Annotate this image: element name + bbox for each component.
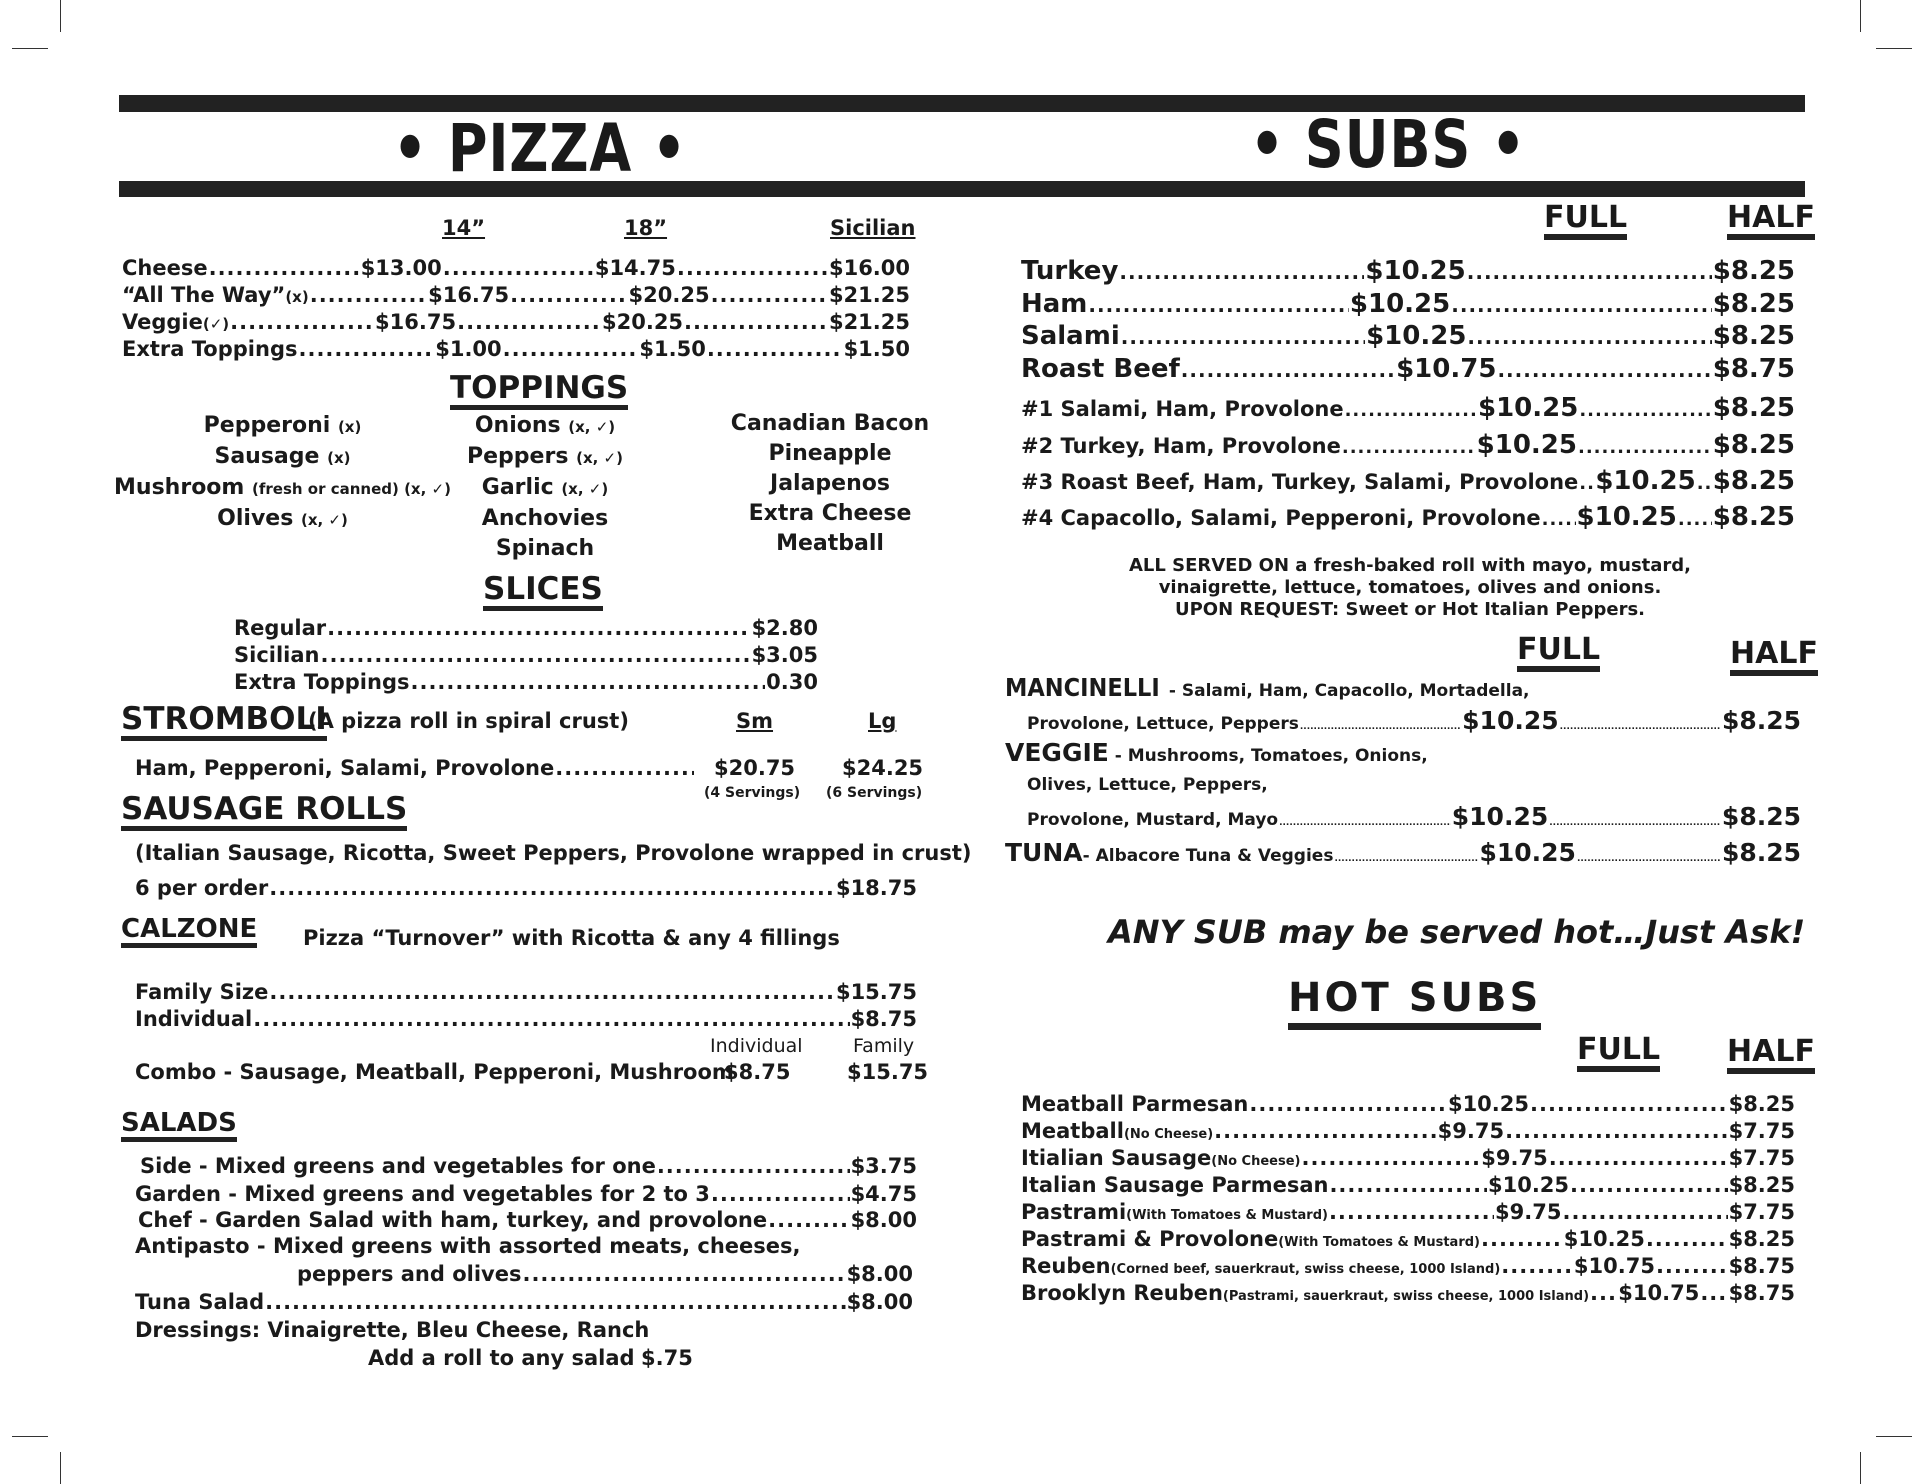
hot-sub-note: (Pastrami, sauerkraut, swiss cheese, 1000 Island) [1222,1289,1590,1304]
stromboli-sm-price: $20.75 [714,756,796,780]
hot-subs-title-underline [1288,1023,1541,1030]
dot-leader [327,616,750,640]
stromboli-sm-header: Sm [736,709,774,733]
antipasto-row [297,1262,913,1286]
combo-sub-name: #1 Salami, Ham, Provolone [1021,397,1344,421]
sub-half-price: $8.25 [1712,256,1796,286]
topping-note: (x) [327,449,351,467]
hot-sub-full-price: $9.75 [1437,1119,1505,1143]
dot-leader [1570,1173,1728,1197]
calzone-price: $15.75 [835,980,917,1004]
dot-leader [1301,1146,1480,1170]
veggie-half-price: $8.25 [1721,802,1801,831]
sub-row [1021,354,1795,384]
veggie-desc-2: Olives, Lettuce, Peppers, [1027,775,1268,795]
combo-sub-half-price: $8.25 [1712,466,1795,496]
tuna-sub-row [1005,838,1801,867]
sub-half-price: $8.75 [1712,354,1795,384]
topping-item [440,534,650,564]
antipasto-line-1: Antipasto - Mixed greens with assorted meats, cheeses, [135,1234,801,1258]
salad-row [140,1154,917,1178]
price-18: $1.50 [639,337,706,361]
dot-leader [1342,437,1476,458]
sub-half-price: $8.25 [1712,321,1796,351]
combo-sub-row [1021,430,1795,460]
combo-sub-full-price: $10.25 [1478,393,1579,423]
pizza-row [122,283,910,307]
veggie-title-line [1005,738,1428,767]
slice-row [234,643,818,667]
topping-note: (x, ✓) [576,449,623,467]
sub-name: Ham [1021,289,1088,319]
dot-leader [253,1007,849,1031]
hot-sub-name: Meatball [1021,1119,1124,1143]
dot-leader [1678,509,1712,530]
hot-sub-name: Meatball Parmesan [1021,1092,1249,1116]
hot-sub-half-price: $7.75 [1728,1200,1796,1224]
antipasto-line-2: peppers and olives [297,1262,522,1286]
tuna-sub-name: TUNA [1005,838,1083,867]
combo-individual-header: Individual [710,1035,803,1057]
calzone-description: Pizza “Turnover” with Ricotta & any 4 fillings [303,926,840,950]
hot-sub-half-price: $7.75 [1728,1146,1795,1170]
crop-mark [1860,0,1861,32]
dot-leader [1542,509,1576,530]
price-18: $14.75 [594,256,676,280]
sub-full-price: $10.25 [1365,256,1466,286]
served-line-3: UPON REQUEST: Sweet or Hot Italian Peppers. [1174,599,1646,620]
toppings-title: TOPPINGS [450,372,628,410]
dot-leader [677,256,828,280]
price-18: $20.25 [628,283,710,307]
topping-name: Spinach [495,536,595,561]
dot-leader [1451,293,1712,317]
dot-leader [657,1154,850,1178]
hot-sub-note: (Corned beef, sauerkraut, swiss cheese, 1000 Island) [1110,1262,1501,1277]
slice-name: Extra Toppings [234,670,410,694]
hot-subs-title [1288,975,1541,1030]
dot-leader [298,337,434,361]
dot-leader [443,256,594,280]
subs-title: • SUBS • [1249,106,1527,183]
dot-leader [1501,1254,1573,1278]
dressings-line: Dressings: Vinaigrette, Bleu Cheese, Ranch [135,1318,650,1342]
tuna-salad-name: Tuna Salad [135,1290,265,1314]
topping-item [440,411,650,442]
roll-price: $.75 [641,1346,693,1370]
size-header-14: 14” [442,216,486,240]
dot-leader [503,337,639,361]
hot-sub-name: Italian Sausage Parmesan [1021,1173,1329,1197]
topping-item: Pineapple [768,441,892,466]
pizza-item-name: “All The Way” [122,283,286,307]
served-line-2: vinaigrette, lettuce, tomatoes, olives and onions. [1158,577,1662,598]
topping-item [440,473,650,504]
roll-note: Add a roll to any salad [368,1346,635,1370]
dot-leader [1549,1146,1728,1170]
hot-sub-name: Brooklyn Reuben [1021,1281,1223,1305]
topping-name: Mushroom [114,475,253,500]
salads-title: SALADS [121,1110,237,1142]
topping-item [110,473,455,504]
salad-row [135,1182,917,1206]
hot-sub-row [1021,1119,1795,1143]
combo-sub-name: #3 Roast Beef, Ham, Turkey, Salami, Provolone [1021,470,1579,494]
crop-mark [1860,1452,1861,1484]
crop-mark [60,0,61,32]
tuna-sub-half-price: $8.25 [1721,838,1802,867]
dot-leader [1656,1254,1728,1278]
topping-item [440,504,650,534]
price-14: $1.00 [435,337,502,361]
sausage-rolls-item: 6 per order [135,876,269,900]
price-14: $16.75 [375,310,457,334]
dot-leader [1088,293,1349,317]
combo-individual-price: $8.75 [724,1060,791,1084]
calzone-title: CALZONE [121,916,257,948]
sub-full-price: $10.25 [1349,289,1451,319]
veggie-desc-3: Provolone, Mustard, Mayo [1027,810,1279,830]
subs-half-header: HALF [1727,202,1815,240]
pizza-item-name: Extra Toppings [122,337,298,361]
hot-sub-note: (With Tomatoes & Mustard) [1278,1235,1480,1250]
specialty-full-header: FULL [1517,634,1600,672]
hot-sub-half-price: $8.25 [1728,1092,1796,1116]
dot-leader [768,1208,849,1232]
topping-note: (fresh or canned) (x, ✓) [252,480,451,498]
tuna-salad-row [135,1290,913,1314]
dot-leader [209,256,360,280]
topping-item: Jalapenos [770,471,890,496]
stromboli-lg-price: $24.25 [842,756,924,780]
topping-item: Canadian Bacon [730,411,930,436]
hot-sub-row [1021,1281,1795,1305]
salad-name: Chef - Garden Salad with ham, turkey, and provolone [138,1208,768,1232]
toppings-column-1 [110,411,455,535]
antipasto-price: $8.00 [846,1262,913,1286]
sub-name: Turkey [1021,256,1119,286]
sausage-rolls-description: (Italian Sausage, Ricotta, Sweet Peppers, Provolone wrapped in crust) [135,841,972,865]
mancinelli-desc-2: Provolone, Lettuce, Peppers [1027,714,1299,734]
stromboli-item-name: Ham, Pepperoni, Salami, Provolone [135,756,555,780]
sub-half-price: $8.25 [1712,289,1795,319]
calzone-row [135,1007,917,1031]
hot-subs-full-header: FULL [1577,1034,1660,1072]
hot-sub-full-price: $10.75 [1618,1281,1700,1305]
combo-sub-name: #2 Turkey, Ham, Provolone [1021,434,1341,458]
specialty-half-header: HALF [1730,638,1818,676]
hot-sub-row [1021,1092,1795,1116]
slice-price: 0.30 [766,670,818,694]
sub-row [1021,289,1795,319]
hot-sub-note: (With Tomatoes & Mustard) [1126,1208,1328,1223]
served-note [1060,555,1760,621]
topping-note: (x, ✓) [561,480,609,498]
pizza-item-name: Veggie [122,310,203,334]
dot-leader [1467,325,1711,349]
mancinelli-name: MANCINELLI [1005,673,1160,702]
crop-mark [1876,48,1912,49]
dot-leader [1530,1092,1728,1116]
hot-sub-name: Pastrami & Provolone [1021,1227,1279,1251]
hot-sub-full-price: $9.75 [1481,1146,1548,1170]
topping-note: (x, ✓) [300,511,348,529]
sub-full-price: $10.75 [1396,354,1497,384]
hot-sub-note: (No Cheese) [1211,1154,1301,1169]
dot-leader [1481,1227,1563,1251]
dot-leader [1467,260,1712,284]
stromboli-sm-servings: (4 Servings) [704,785,801,801]
combo-sub-full-price: $10.25 [1576,502,1677,532]
topping-name: Sausage [214,444,328,469]
combo-sub-name: #4 Capacollo, Salami, Pepperoni, Provolone [1021,506,1541,530]
topping-item: Extra Cheese [748,501,912,526]
hot-sub-full-price: $10.25 [1447,1092,1529,1116]
hot-sub-row [1021,1227,1795,1251]
price-14: $13.00 [360,256,442,280]
tuna-salad-price: $8.00 [846,1290,913,1314]
topping-name: Onions [474,413,569,438]
sausage-rolls-price: $18.75 [835,876,917,900]
slice-price: $3.05 [751,643,818,667]
dot-leader [269,980,835,1004]
dot-leader [1497,358,1711,382]
stromboli-description: (A pizza roll in spiral crust) [308,709,629,733]
hot-sub-half-price: $8.75 [1728,1254,1795,1278]
crop-mark [60,1452,61,1484]
tuna-sub-desc: - Albacore Tuna & Veggies [1082,846,1334,866]
dot-leader [711,283,828,307]
dot-leader [1345,400,1477,421]
dot-leader [321,643,751,667]
price-sicilian: $21.25 [828,310,910,334]
crop-mark [12,1436,48,1437]
sub-full-price: $10.25 [1366,321,1467,351]
dot-leader [707,337,843,361]
dot-leader [1121,325,1365,349]
tuna-sub-full-price: $10.25 [1479,838,1576,867]
dot-leader [457,310,601,334]
topping-item [110,442,455,473]
combo-name: Combo - Sausage, Meatball, Pepperoni, Mushroom [135,1060,734,1084]
salad-row [138,1208,917,1232]
dot-leader [510,283,627,307]
mancinelli-row [1027,706,1801,735]
calzone-price: $8.75 [850,1007,917,1031]
combo-sub-row [1021,466,1795,496]
topping-item [440,442,650,473]
sub-row [1021,321,1795,351]
pizza-title: • PIZZA • [392,110,688,187]
hot-sub-half-price: $8.25 [1728,1173,1795,1197]
size-header-18: 18” [624,216,668,240]
stromboli-lg-servings: (6 Servings) [826,785,923,801]
dot-leader [1579,473,1594,494]
calzone-row [135,980,917,1004]
hot-subs-half-header: HALF [1727,1036,1815,1074]
dot-leader [1590,1281,1617,1305]
salad-name: Side - Mixed greens and vegetables for one [140,1154,656,1178]
pizza-row [122,256,910,280]
combo-sub-full-price: $10.25 [1595,466,1696,496]
dot-leader [684,310,828,334]
slice-price: $2.80 [751,616,818,640]
dot-leader [1505,1119,1727,1143]
combo-family-header: Family [853,1035,915,1057]
toppings-column-2 [440,411,650,564]
mancinelli-desc-1: - Salami, Ham, Capacollo, Mortadella, [1162,681,1530,701]
crop-mark [12,48,48,49]
dot-leader [1562,1200,1727,1224]
top-rule [119,95,1805,112]
hot-sub-half-price: $8.75 [1728,1281,1795,1305]
hot-sub-name: Itialian Sausage [1021,1146,1212,1170]
hot-sub-row [1021,1173,1795,1197]
dot-leader [1578,437,1712,458]
pizza-row [122,310,910,334]
topping-item [110,411,455,442]
salad-price: $8.00 [850,1208,917,1232]
mancinelli-full-price: $10.25 [1462,706,1559,735]
sausage-rolls-row [135,876,917,900]
hot-sub-full-price: $10.25 [1487,1173,1570,1197]
topping-name: Peppers [467,444,577,469]
dot-leader [1119,260,1364,284]
price-sicilian: $21.25 [828,283,910,307]
size-header-sicilian: Sicilian [830,216,916,240]
veggie-name: VEGGIE [1005,738,1109,767]
mancinelli-half-price: $8.25 [1721,706,1802,735]
dot-leader [1329,1200,1494,1224]
calzone-name: Family Size [135,980,269,1004]
pizza-item-note: (x) [285,288,309,306]
hot-note: ANY SUB may be served hot…Just Ask! [1108,913,1806,951]
slice-name: Regular [234,616,327,640]
hot-sub-full-price: $10.25 [1563,1227,1645,1251]
hot-sub-name: Reuben [1021,1254,1111,1278]
hot-sub-half-price: $7.75 [1728,1119,1796,1143]
dot-leader [1646,1227,1728,1251]
calzone-name: Individual [135,1007,253,1031]
dot-leader [310,283,427,307]
hot-sub-name: Pastrami [1021,1200,1127,1224]
topping-item [110,504,455,535]
toppings-column-3 [720,409,940,559]
stromboli-title: STROMBOLI [121,703,327,741]
topping-note: (x) [337,418,362,436]
hot-sub-full-price: $10.75 [1573,1254,1655,1278]
salad-price: $4.75 [850,1182,917,1206]
veggie-row [1027,802,1801,831]
price-sicilian: $16.00 [828,256,911,280]
mancinelli-title-line [1005,673,1530,702]
hot-sub-half-price: $8.25 [1728,1227,1796,1251]
combo-sub-half-price: $8.25 [1712,502,1796,532]
dot-leader [1697,473,1712,494]
sub-name: Salami [1021,321,1120,351]
stromboli-lg-header: Lg [868,709,897,733]
combo-sub-half-price: $8.25 [1712,430,1795,460]
slice-name: Sicilian [234,643,320,667]
price-14: $16.75 [428,283,510,307]
veggie-desc-1: - Mushrooms, Tomatoes, Onions, [1108,746,1428,766]
topping-name: Garlic [481,475,562,500]
topping-name: Pepperoni [203,413,338,438]
combo-sub-row [1021,502,1795,532]
topping-note: (x, ✓) [568,418,616,436]
sausage-rolls-title: SAUSAGE ROLLS [121,793,407,831]
dot-leader [1214,1119,1436,1143]
dot-leader [1700,1281,1727,1305]
topping-item: Meatball [776,531,884,556]
pizza-item-note: (✓) [202,315,230,333]
combo-row [135,1060,734,1084]
dot-leader [711,1182,850,1206]
combo-family-price: $15.75 [847,1060,929,1084]
pizza-row [122,337,910,361]
price-sicilian: $1.50 [843,337,910,361]
slice-row [234,670,818,694]
dot-leader [410,670,765,694]
sub-name: Roast Beef [1021,354,1180,384]
subs-full-header: FULL [1544,202,1627,240]
stromboli-item-row [135,756,695,780]
slices-title: SLICES [483,573,603,611]
combo-sub-full-price: $10.25 [1476,430,1577,460]
dot-leader [1579,400,1711,421]
price-18: $20.25 [602,310,684,334]
hot-subs-title-text: HOT SUBS [1288,975,1542,1021]
dot-leader [1329,1173,1487,1197]
hot-sub-row [1021,1146,1795,1170]
hot-sub-row [1021,1200,1795,1224]
dot-leader [230,310,374,334]
hot-sub-row [1021,1254,1795,1278]
hot-sub-full-price: $9.75 [1495,1200,1562,1224]
hot-sub-note: (No Cheese) [1123,1127,1214,1142]
salad-name: Garden - Mixed greens and vegetables for 2 to 3 [135,1182,710,1206]
veggie-full-price: $10.25 [1451,802,1549,831]
dot-leader [1249,1092,1447,1116]
combo-sub-half-price: $8.25 [1712,393,1796,423]
served-line-1: ALL SERVED ON a fresh-baked roll with mayo, mustard, [1128,555,1692,576]
topping-name: Olives [217,506,301,531]
dot-leader [1181,358,1395,382]
sub-row [1021,256,1795,286]
slice-row [234,616,818,640]
header-rule [119,181,1805,197]
salad-price: $3.75 [850,1154,917,1178]
pizza-item-name: Cheese [122,256,208,280]
topping-name: Anchovies [481,506,609,531]
combo-sub-row [1021,393,1795,423]
crop-mark [1876,1436,1912,1437]
